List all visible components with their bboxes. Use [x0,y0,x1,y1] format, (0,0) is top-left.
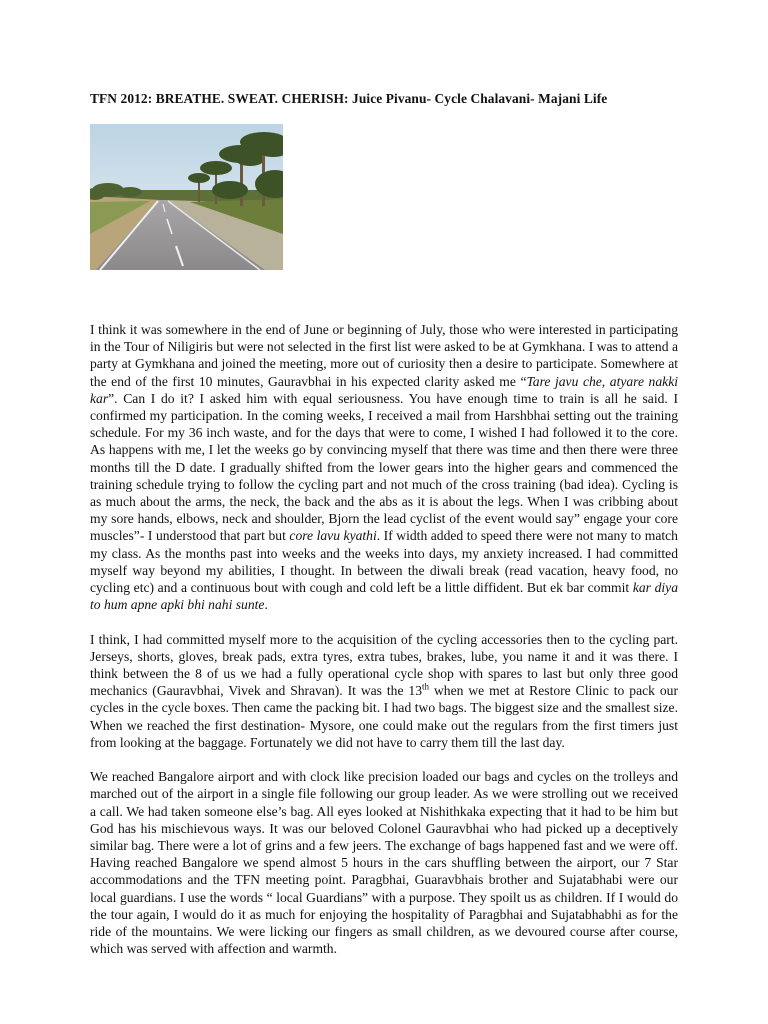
road-photo [90,124,283,270]
paragraph-text: when we met at Restore Clinic to pack our cycles in the cycle boxes. Then came the packing bit. I had two bags. The biggest size and the smallest size. When we reached the first destination- Mysore, one could make out the regulars from the first timers just from looking at the baggage. Fortunately we did not have to carry them till the last day. [90,683,678,750]
paragraph-text: I think it was somewhere in the end of June or beginning of July, those who were interested in participating in the Tour of Niligiris but were not selected in the first list were asked to be at Gymkhana. I was to attend a party at Gymkhana and joined the meeting, more out of curiosity then a desire to participate. Somewhere at the end of the first 10 minutes, Gauravbhai in his expected clarity asked me “ [90,322,678,389]
document-title: TFN 2012: BREATHE. SWEAT. CHERISH: Juice Pivanu- Cycle Chalavani- Majani Life [90,91,608,106]
paragraph-text: ”. Can I do it? I asked him with equal seriousness. You have enough time to train is all he said. I confirmed my participation. In the coming weeks, I received a mail from Harshbhai setting out the training schedule. For my 36 inch waste, and for the days that were to come, I wished I had followed it to the core. As happens with me, I let the weeks go by convincing myself that there was time and then there were three months till the D date. I gradually shifted from the lower gears into the higher gears and commenced the training schedule trying to follow the cycling part and not much of the cross training (bad idea). Cycling is as much about the arms, the neck, the back and the abs as it is about the legs. When I was cribbing about my sore hands, elbows, neck and shoulder, Bjorn the lead cyclist of the event would say” engage your core muscles”- I understood that part but [90,390,678,544]
paragraph [90,768,678,957]
paragraph-text: . If width added to speed there were not many to match my class. As the months past into weeks and the weeks into days, my anxiety increased. I had committed myself way beyond my abilities, I thought. In between the diwali break (read vacation, heavy food, no cycling etc) and a continuous bout with cough and cold left be a little diffident. But ek bar commit [90,528,678,596]
paragraph [90,631,678,751]
italic-phrase: Tare javu che, atyare nakki kar [90,373,678,406]
paragraph-text: . [264,597,268,613]
article-body [90,321,678,975]
road-image [90,124,283,270]
ordinal-superscript: th [422,681,430,692]
paragraph-text: I think, I had committed myself more to the acquisition of the cycling accessories then to the cycling part. Jerseys, shorts, gloves, break pads, extra tyres, extra tubes, brakes, lube, you name it and it was there. I think between the 8 of us we had a fully operational cycle shop with spares to last but only three good mechanics (Gauravbhai, Vivek and Shravan). It was the 13 [90,631,678,699]
paragraph [90,321,678,613]
italic-phrase: kar diya to hum apne apki bhi nahi sunte [90,580,678,613]
italic-phrase: core lavu kyathi [289,528,377,544]
paragraph-text: We reached Bangalore airport and with clock like precision loaded our bags and cycles on the trolleys and marched out of the airport in a single file following our group leader. As we were strolling out we received a call. We had taken someone else’s bag. All eyes looked at Nishithkaka expecting that it had to be him but God has his mischievous ways. It was our beloved Colonel Gauravbhai who had picked up a deceptively similar bag. There were a lot of grins and a few jeers. The exchange of bags happened fast and we were off. Having reached Bangalore we spend almost 5 hours in the cars shuffling between the airport, our 7 Star accommodations and the TFN meeting point. Paragbhai, Guaravbhais brother and Sujatabhabi were our local guardians. I use the words “ local Guardians” with a purpose. They spoilt us as children. If I would do the tour again, I would do it as much for enjoying the hospitality of Paragbhai and Sujatabhabhi as for the ride of the mountains. We were licking our fingers as small children, as we devoured course after course, which was served with affection and warmth. [90,769,678,957]
